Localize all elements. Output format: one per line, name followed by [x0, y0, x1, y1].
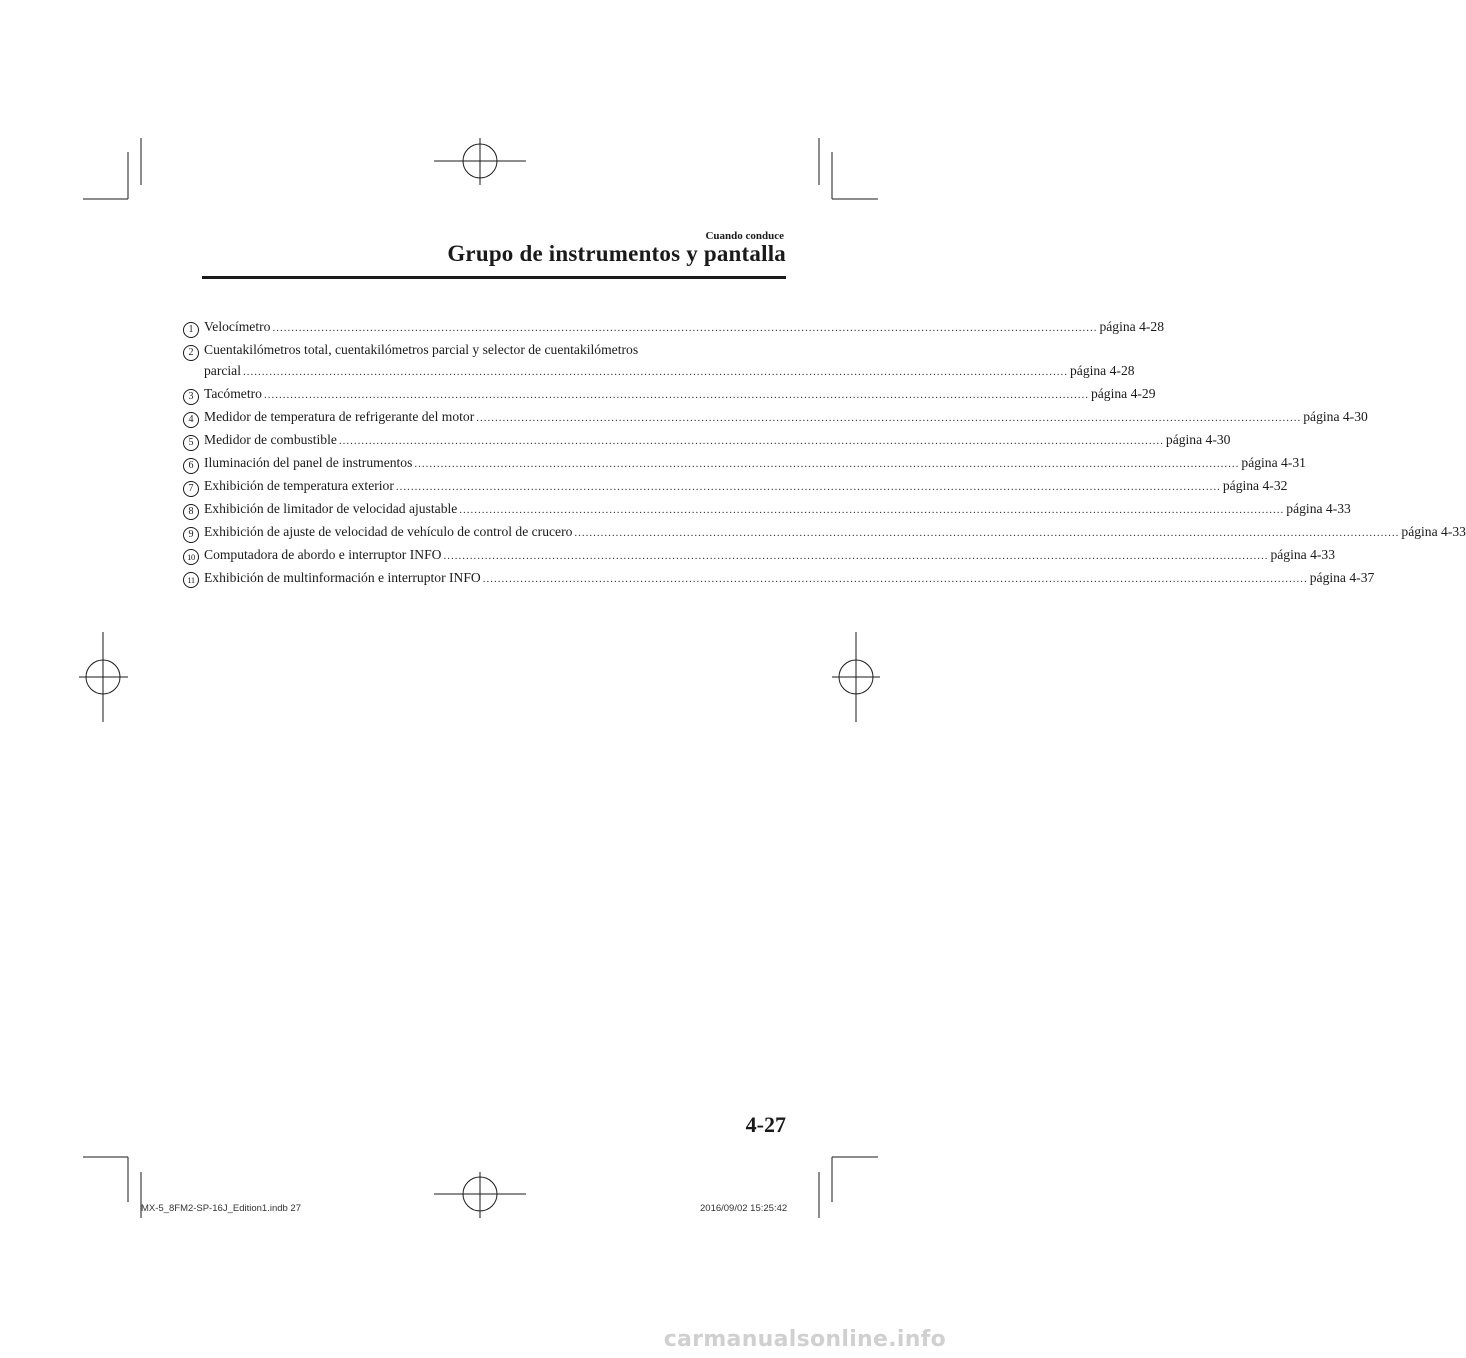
toc-label-continuation: parcial	[204, 363, 241, 378]
circled-number-10: 10	[183, 549, 199, 565]
toc-item-1	[183, 316, 1164, 339]
dot-leader: ............................................................................................................................................................................................................................	[263, 389, 1089, 401]
circled-number-1: 1	[183, 322, 199, 338]
toc-label: Medidor de combustible	[204, 432, 337, 447]
toc-page-ref: página 4-33	[1401, 524, 1466, 539]
toc-label: Velocímetro	[204, 319, 271, 334]
circled-number-2: 2	[183, 345, 199, 361]
circled-number-11: 11	[183, 572, 199, 588]
toc-page-ref: página 4-37	[1309, 570, 1375, 585]
toc-page-ref: página 4-32	[1222, 478, 1288, 493]
toc-item-10	[183, 544, 1336, 567]
watermark: carmanualsonline.info	[663, 1327, 946, 1352]
dot-leader: ............................................................................................................................................................................................................................	[574, 527, 1400, 539]
toc-page-ref: página 4-31	[1241, 455, 1306, 470]
toc-page-ref: página 4-33	[1286, 501, 1351, 516]
dot-leader: ............................................................................................................................................................................................................................	[476, 412, 1302, 424]
page-title: Grupo de instrumentos y pantalla	[447, 241, 786, 266]
toc-page-ref: página 4-29	[1090, 386, 1156, 401]
toc-item-2	[183, 339, 1135, 383]
dot-leader: ............................................................................................................................................................................................................................	[482, 573, 1308, 585]
toc-item-5	[183, 429, 1231, 452]
toc-item-3	[183, 383, 1156, 406]
dot-leader: ............................................................................................................................................................................................................................	[414, 458, 1240, 470]
dot-leader: ............................................................................................................................................................................................................................	[459, 504, 1285, 516]
circled-number-9: 9	[183, 527, 199, 543]
toc-label: Tacómetro	[204, 386, 262, 401]
toc-label: Computadora de abordo e interruptor INFO	[204, 547, 442, 562]
circled-number-5: 5	[183, 435, 199, 451]
dot-leader: ............................................................................................................................................................................................................................	[395, 481, 1221, 493]
toc-page-ref: página 4-28	[1099, 319, 1164, 334]
header-divider	[202, 276, 786, 279]
section-label: Cuando conduce	[705, 230, 784, 242]
circled-number-4: 4	[183, 412, 199, 428]
toc-item-11	[183, 567, 1375, 590]
toc-page-ref: página 4-30	[1303, 409, 1368, 424]
dot-leader: ............................................................................................................................................................................................................................	[272, 322, 1098, 334]
dot-leader: ............................................................................................................................................................................................................................	[338, 435, 1164, 447]
toc-item-4	[183, 406, 1368, 429]
toc-page-ref: página 4-28	[1069, 363, 1135, 378]
toc-page-ref: página 4-33	[1270, 547, 1336, 562]
toc-label: Iluminación del panel de instrumentos	[204, 455, 413, 470]
toc-item-8	[183, 498, 1351, 521]
footer-file-info: MX-5_8FM2-SP-16J_Edition1.indb 27	[141, 1203, 302, 1214]
toc-item-7	[183, 475, 1288, 498]
circled-number-3: 3	[183, 389, 199, 405]
toc-item-6	[183, 452, 1306, 475]
dot-leader: ............................................................................................................................................................................................................................	[242, 366, 1068, 378]
toc-page-ref: página 4-30	[1165, 432, 1231, 447]
toc-label: Cuentakilómetros total, cuentakilómetros parcial y selector de cuentakilómetros	[204, 342, 639, 357]
toc-label: Exhibición de temperatura exterior	[204, 478, 394, 493]
circled-number-8: 8	[183, 504, 199, 520]
circled-number-6: 6	[183, 458, 199, 474]
page-number: 4-27	[745, 1112, 786, 1137]
toc-label: Exhibición de limitador de velocidad ajustable	[204, 501, 458, 516]
toc-item-9	[183, 521, 1466, 544]
dot-leader: ............................................................................................................................................................................................................................	[443, 550, 1269, 562]
toc-label: Exhibición de multinformación e interruptor INFO	[204, 570, 481, 585]
toc-label: Medidor de temperatura de refrigerante del motor	[204, 409, 475, 424]
circled-number-7: 7	[183, 481, 199, 497]
footer-timestamp: 2016/09/02 15:25:42	[700, 1203, 788, 1214]
toc-label: Exhibición de ajuste de velocidad de vehículo de control de crucero	[204, 524, 573, 539]
toc-list	[183, 316, 1466, 590]
